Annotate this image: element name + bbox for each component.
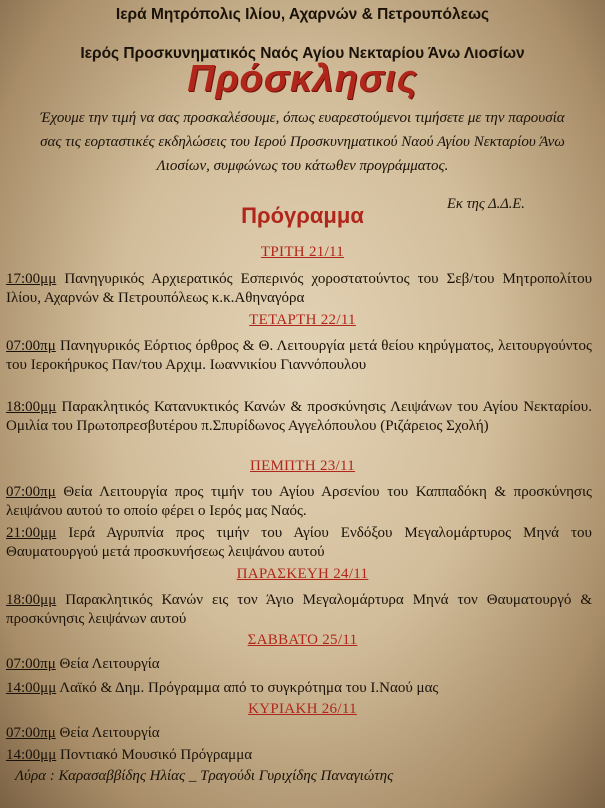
event-time: 18:00μμ — [6, 399, 57, 415]
day-heading: ΠΕΜΠΤΗ 23/11 — [249, 458, 356, 474]
event-item — [6, 524, 592, 562]
event-text: Παρακλητικός Κατανυκτικός Κανών & προσκύνησις Λειψάνων του Αγίου Νεκταρίου. Ομιλία του Πρωτοπρεσβυτέρου π.Σπυρίδωνος Αγγελόπουλου (Ριζάρειος Σχολή) — [6, 399, 592, 434]
event-text: Λαϊκό & Δημ. Πρόγραμμα από το συγκρότημα του Ι.Ναού μας — [56, 680, 439, 696]
event-item — [6, 483, 592, 521]
day-heading: ΠΑΡΑΣΚΕΥΗ 24/11 — [236, 566, 369, 582]
event-text: Παρακλητικός Κανών εις τον Άγιο Μεγαλομάρτυρα Μηνά τον Θαυματουργό & προσκύνησις λειψάνων αυτού — [6, 592, 592, 627]
event-time: 21:00μμ — [6, 525, 57, 541]
event-time: 18:00μμ — [6, 592, 57, 608]
event-text: Ιερά Αγρυπνία προς τιμήν του Αγίου Ενδόξου Μεγαλομάρτυρος Μηνά του Θαυματουργού μετά προσκυνήσεως λειψάνου αυτού — [6, 525, 592, 560]
event-text: Πανηγυρικός Εόρτιος όρθρος & Θ. Λειτουργία μετά θείου κηρύγματος, λειτουργούντος του Ιεροκήρυκος Παν/του Αρχιμ. Ιωαννικίου Γιαννόπουλου — [6, 338, 592, 373]
event-text: Θεία Λειτουργία προς τιμήν του Αγίου Αρσενίου του Καππαδόκη & προσκύνησις λειψάνου αυτού το οποίο φέρει ο Ιερός μας Ναός. — [6, 484, 592, 519]
event-time: 07:00πμ — [6, 484, 56, 500]
event-item — [6, 679, 592, 698]
performers-line: Λύρα : Καρασαββίδης Ηλίας _ Τραγούδι Γυριχίδης Παναγιώτης — [15, 768, 394, 784]
day-heading: ΚΥΡΙΑΚΗ 26/11 — [248, 701, 357, 717]
event-text: Ποντιακό Μουσικό Πρόγραμμα — [56, 747, 253, 763]
event-text: Θεία Λειτουργία — [55, 656, 160, 672]
event-time: 07:00πμ — [6, 656, 56, 672]
event-text: Πανηγυρικός Αρχιερατικός Εσπερινός χοροστατούντος του Σεβ/του Μητροπολίτου Ιλίου, Αχαρνών & Πετρουπόλεως κ.κ.Αθηναγόρα — [6, 271, 592, 306]
event-item — [6, 746, 592, 765]
event-item — [6, 270, 592, 308]
event-time: 14:00μμ — [6, 680, 57, 696]
day-heading: ΤΡΙΤΗ 21/11 — [260, 244, 345, 260]
day-heading: ΣΑΒΒΑΤΟ 25/11 — [247, 632, 358, 648]
invitation-title: Πρόσκλησις — [187, 58, 418, 100]
event-time: 17:00μμ — [6, 271, 57, 287]
program-title: Πρόγραμμα — [241, 203, 364, 228]
signature: Εκ της Δ.Δ.Ε. — [447, 196, 525, 212]
event-item — [6, 655, 592, 674]
event-item — [6, 724, 592, 743]
event-text: Θεία Λειτουργία — [55, 725, 160, 741]
event-time: 14:00μμ — [6, 747, 57, 763]
day-heading: ΤΕΤΑΡΤΗ 22/11 — [249, 312, 356, 328]
invitation-text: Έχουμε την τιμή να σας προσκαλέσουμε, όπως ευαρεστούμενοι τιμήσετε με την παρουσία σας τις εορταστικές εκδηλώσεις του Ιερού Προσκυνηματικού Ναού Αγίου Νεκταρίου Άνω Λιοσίων, συμφώνως του κάτωθεν προγράμματος. — [40, 110, 565, 174]
event-item — [6, 398, 592, 436]
event-item — [6, 337, 592, 375]
temple-heading: Ιερός Προσκυνηματικός Ναός Αγίου Νεκταρίου Άνω Λιοσίων — [80, 45, 525, 62]
event-item — [6, 591, 592, 629]
event-time: 07:00πμ — [6, 725, 56, 741]
event-time: 07:00πμ — [6, 338, 56, 354]
metropolis-heading: Ιερά Μητρόπολις Ιλίου, Αχαρνών & Πετρουπόλεως — [115, 6, 490, 23]
